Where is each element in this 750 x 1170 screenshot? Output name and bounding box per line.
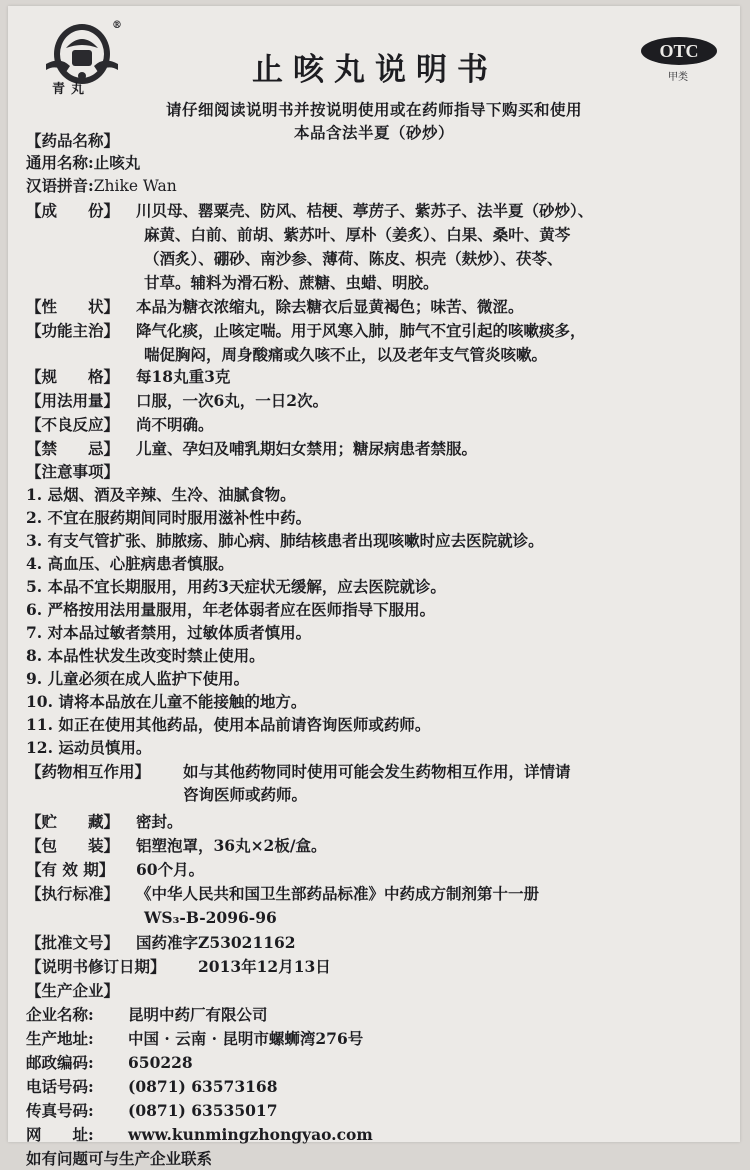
package-row bbox=[26, 835, 327, 857]
validity-label: 【有 效 期】 bbox=[26, 860, 115, 879]
standard-row bbox=[26, 883, 539, 905]
manufacturer-row bbox=[26, 1124, 373, 1146]
storage-label: 【贮 藏】 bbox=[26, 812, 120, 831]
spec-label: 【规 格】 bbox=[26, 367, 120, 386]
contra-label: 【禁 忌】 bbox=[26, 439, 120, 458]
precaution-item: 8. 本品性状发生改变时禁止使用。 bbox=[26, 646, 265, 665]
fax-label: 传真号码: bbox=[26, 1101, 94, 1120]
precaution-item: 6. 严格按用法用量服用，年老体弱者应在医师指导下服用。 bbox=[26, 600, 436, 619]
contra-value: 儿童、孕妇及哺乳期妇女禁用；糖尿病患者禁服。 bbox=[136, 439, 478, 458]
postcode-label: 邮政编码: bbox=[26, 1053, 94, 1072]
precaution-item: 11. 如正在使用其他药品，使用本品前请咨询医师或药师。 bbox=[26, 715, 431, 734]
contra-row bbox=[26, 438, 477, 460]
package-label: 【包 装】 bbox=[26, 836, 120, 855]
precaution-item: 3. 有支气管扩张、肺脓疡、肺心病、肺结核患者出现咳嗽时应去医院就诊。 bbox=[26, 531, 544, 550]
pinyin-row bbox=[26, 175, 177, 197]
precaution-item: 7. 对本品过敏者禁用，过敏体质者慎用。 bbox=[26, 623, 312, 642]
indications-label: 【功能主治】 bbox=[26, 321, 120, 340]
usage-value: 口服，一次6丸，一日2次。 bbox=[136, 391, 329, 410]
package-value: 铝塑泡罩，36丸×2板/盒。 bbox=[136, 836, 327, 855]
otc-label: OTC bbox=[659, 41, 699, 61]
ingredients-line-2: 麻黄、白前、前胡、紫苏叶、厚朴（姜炙）、白果、桑叶、黄芩 bbox=[144, 225, 571, 244]
approval-value: 国药准字Z53021162 bbox=[136, 933, 296, 952]
address-value: 中国 · 云南 · 昆明市螺蛳湾276号 bbox=[128, 1029, 364, 1048]
precaution-item: 10. 请将本品放在儿童不能接触的地方。 bbox=[26, 692, 307, 711]
revision-value: 2013年12月13日 bbox=[198, 957, 331, 976]
adverse-value: 尚不明确。 bbox=[136, 415, 214, 434]
company-name-label: 企业名称: bbox=[26, 1005, 94, 1024]
precaution-item: 2. 不宜在服药期间同时服用滋补性中药。 bbox=[26, 508, 312, 527]
precaution-item: 5. 本品不宜长期服用，用药3天症状无缓解，应去医院就诊。 bbox=[26, 577, 446, 596]
interactions-line-1: 如与其他药物同时使用可能会发生药物相互作用，详情请 bbox=[183, 762, 571, 781]
manufacturer-row bbox=[26, 1004, 268, 1026]
interactions-label: 【药物相互作用】 bbox=[26, 762, 151, 781]
subtitle-instruction: 请仔细阅读说明书并按说明使用或在药师指导下购买和使用 bbox=[165, 100, 582, 119]
website-value: www.kunmingzhongyao.com bbox=[128, 1125, 373, 1144]
properties-value: 本品为糖衣浓缩丸，除去糖衣后显黄褐色；味苦、微涩。 bbox=[136, 297, 524, 316]
generic-name-label: 通用名称: bbox=[26, 153, 94, 172]
ingredients-label: 【成 份】 bbox=[26, 201, 120, 220]
manufacturer-row bbox=[26, 1028, 363, 1050]
company-name-value: 昆明中药厂有限公司 bbox=[128, 1005, 268, 1024]
manufacturer-label: 【生产企业】 bbox=[26, 981, 120, 1000]
ingredients-line-4: 甘草。辅料为滑石粉、蔗糖、虫蜡、明胶。 bbox=[144, 273, 439, 292]
page-title: 止咳丸说明书 bbox=[252, 52, 498, 88]
standard-label: 【执行标准】 bbox=[26, 884, 120, 903]
interactions-row bbox=[26, 761, 571, 783]
generic-name-row bbox=[26, 152, 140, 174]
usage-row bbox=[26, 390, 328, 412]
spec-row bbox=[26, 366, 230, 388]
indications-line-2: 喘促胸闷，周身酸痛或久咳不止，以及老年支气管炎咳嗽。 bbox=[144, 345, 548, 364]
indications-row bbox=[26, 320, 586, 342]
precautions-label: 【注意事项】 bbox=[26, 462, 120, 481]
phone-value: (0871) 63573168 bbox=[128, 1077, 278, 1096]
registered-mark: ® bbox=[112, 20, 122, 31]
website-label: 网 址: bbox=[26, 1125, 94, 1144]
instruction-leaflet bbox=[8, 6, 740, 1168]
standard-line-1: 《中华人民共和国卫生部药品标准》中药成方制剂第十一册 bbox=[136, 884, 540, 903]
adverse-row bbox=[26, 414, 214, 436]
pinyin-value: Zhike Wan bbox=[93, 177, 177, 195]
subtitle-ingredient-note: 本品含法半夏（砂炒） bbox=[293, 123, 454, 142]
fax-value: (0871) 63535017 bbox=[128, 1101, 278, 1120]
storage-row bbox=[26, 811, 183, 833]
drug-name-section bbox=[26, 130, 119, 152]
generic-name-value: 止咳丸 bbox=[93, 153, 141, 172]
properties-label: 【性 状】 bbox=[26, 297, 120, 316]
usage-label: 【用法用量】 bbox=[26, 391, 120, 410]
validity-row bbox=[26, 859, 204, 881]
precaution-item: 12. 运动员慎用。 bbox=[26, 738, 152, 757]
adverse-label: 【不良反应】 bbox=[26, 415, 120, 434]
phone-label: 电话号码: bbox=[26, 1077, 94, 1096]
revision-label: 【说明书修订日期】 bbox=[26, 957, 166, 976]
approval-row bbox=[26, 932, 296, 954]
ingredients-line-3: （酒炙）、硼砂、南沙参、薄荷、陈皮、枳壳（麸炒）、茯苓、 bbox=[144, 249, 563, 268]
approval-label: 【批准文号】 bbox=[26, 933, 120, 952]
interactions-line-2: 咨询医师或药师。 bbox=[183, 785, 308, 804]
manufacturer-row bbox=[26, 1100, 277, 1122]
otc-badge bbox=[640, 36, 718, 66]
manufacturer-heading-row bbox=[26, 980, 119, 1002]
drug-name-heading: 【药品名称】 bbox=[26, 131, 120, 150]
brand-text: 青丸 bbox=[52, 82, 91, 97]
revision-row bbox=[26, 956, 331, 978]
ingredients-row bbox=[26, 200, 593, 222]
validity-value: 60个月。 bbox=[136, 860, 205, 879]
precautions-heading-row bbox=[26, 461, 119, 483]
standard-line-2: WS₃-B-2096-96 bbox=[144, 908, 277, 927]
precaution-item: 4. 高血压、心脏病患者慎服。 bbox=[26, 554, 234, 573]
indications-line-1: 降气化痰，止咳定喘。用于风寒入肺，肺气不宜引起的咳嗽痰多， bbox=[136, 321, 586, 340]
precaution-item: 9. 儿童必须在成人监护下使用。 bbox=[26, 669, 250, 688]
spec-value: 每18丸重3克 bbox=[136, 367, 231, 386]
ingredients-line-1: 川贝母、罂粟壳、防风、桔梗、葶苈子、紫苏子、法半夏（砂炒）、 bbox=[136, 201, 594, 220]
precaution-item: 1. 忌烟、酒及辛辣、生冷、油腻食物。 bbox=[26, 485, 296, 504]
otc-class: 甲类 bbox=[668, 72, 688, 83]
manufacturer-row bbox=[26, 1052, 193, 1074]
manufacturer-row bbox=[26, 1076, 277, 1098]
contact-footer-text: 如有问题可与生产企业联系 bbox=[26, 1149, 213, 1168]
storage-value: 密封。 bbox=[136, 812, 183, 831]
contact-footer bbox=[26, 1148, 212, 1170]
address-label: 生产地址: bbox=[26, 1029, 94, 1048]
pinyin-label: 汉语拼音: bbox=[26, 176, 94, 195]
properties-row bbox=[26, 296, 524, 318]
postcode-value: 650228 bbox=[128, 1053, 193, 1072]
